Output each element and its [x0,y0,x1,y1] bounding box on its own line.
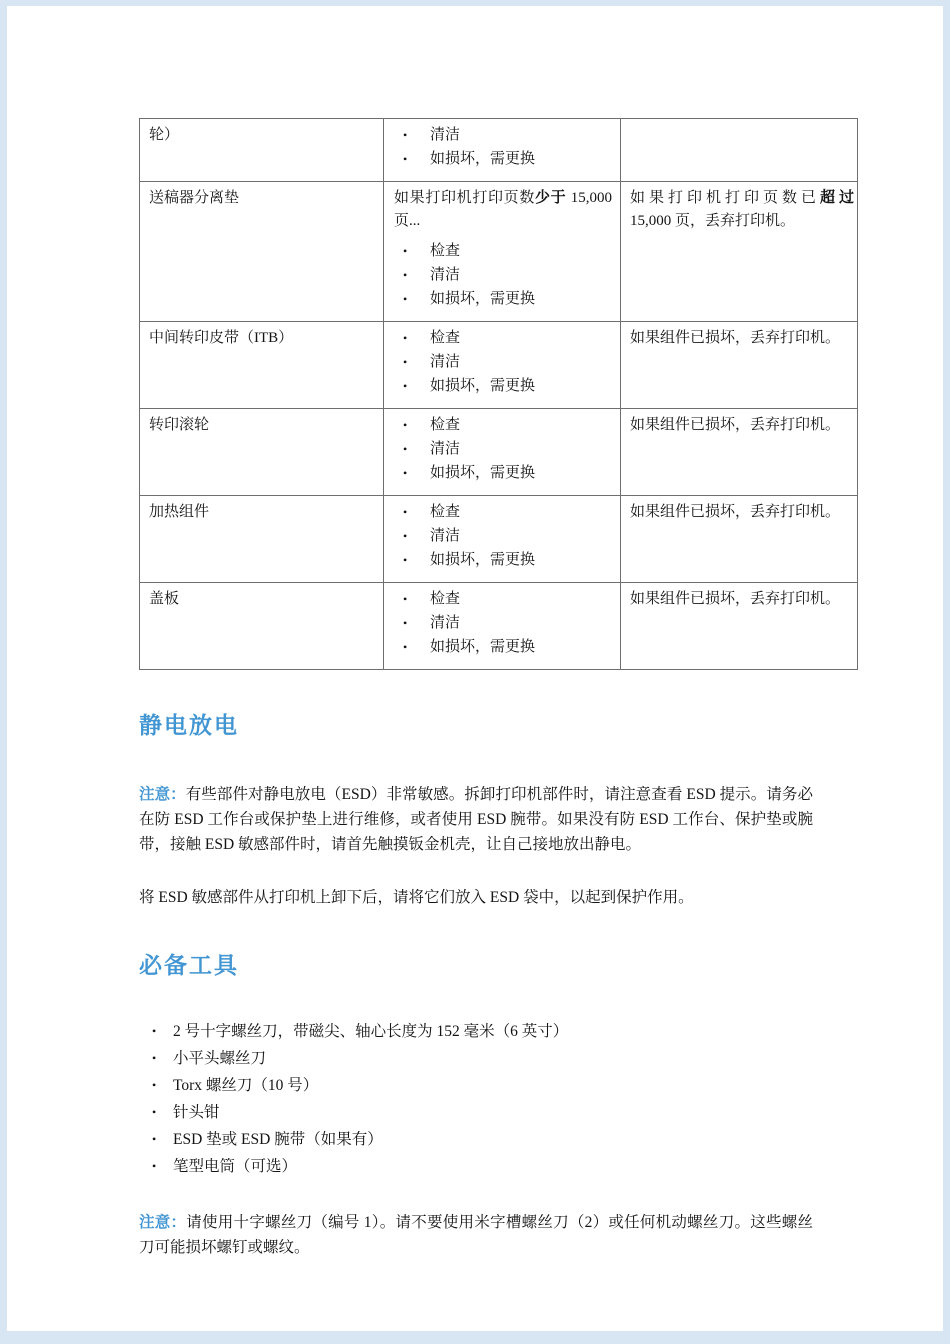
bullet-icon: • [403,466,408,480]
task-label: 清洁 [430,528,461,544]
tool-label: 小平头螺丝刀 [173,1050,267,1067]
bullet-icon: • [152,1159,157,1173]
tool-label: 笔型电筒（可选） [173,1158,298,1175]
note-text: 请使用十字螺丝刀（编号 1）。请不要使用米字槽螺丝刀（2）或任何机动螺丝刀。这些螺丝刀可能损坏螺钉或螺纹。 [139,1214,813,1256]
section-title-esd: 静电放电 [139,712,239,738]
part-cell [140,182,384,322]
esd-paragraph: 将 ESD 敏感部件从打印机上卸下后，请将它们放入 ESD 袋中，以起到保护作用。 [139,889,694,906]
esd-note-paragraph [139,782,813,857]
task-label: 如损坏，需更换 [430,639,536,655]
task-label: 检查 [430,417,461,433]
action-cell [621,119,858,182]
part-name: 轮） [149,127,180,143]
task-item [394,264,618,287]
task-label: 如损坏，需更换 [430,378,536,394]
part-name: 转印滚轮 [149,417,210,433]
task-label: 清洁 [430,441,461,457]
bullet-icon: • [403,553,408,567]
task-label: 如损坏，需更换 [430,151,536,167]
task-item [394,240,618,263]
bullet-icon: • [152,1078,157,1092]
tool-label: 2 号十字螺丝刀，带磁尖、轴心长度为 152 毫米（6 英寸） [173,1023,569,1040]
task-label: 如损坏，需更换 [430,552,536,568]
bullet-icon: • [403,640,408,654]
task-label: 如损坏，需更换 [430,291,536,307]
task-label: 检查 [430,330,461,346]
tool-item [139,1045,813,1072]
action-bold-text: 超过 [819,190,854,206]
task-item [394,148,618,171]
task-item [394,351,618,374]
task-item [394,549,618,572]
table-row [140,409,858,496]
part-cell [140,409,384,496]
task-item [394,288,618,311]
bullet-icon: • [152,1132,157,1146]
action-cell [621,409,858,496]
bullet-icon: • [403,442,408,456]
section-title-tools: 必备工具 [139,952,239,978]
bullet-icon: • [403,529,408,543]
action-cell [621,182,858,322]
action-cell [621,583,858,670]
bullet-icon: • [403,616,408,630]
maintenance-table [139,118,858,670]
bullet-icon: • [403,355,408,369]
tasks-intro [394,187,618,233]
note-label: 注意： [139,1214,187,1231]
part-cell [140,496,384,583]
part-cell [140,583,384,670]
table-row [140,322,858,409]
action-text: 如果打印机打印页数已 [630,190,820,206]
action-text: 15,000 页，丢弃打印机。 [630,213,796,229]
action-text: 如果组件已损坏，丢弃打印机。 [630,504,841,520]
action-cell [621,322,858,409]
action-cell [621,496,858,583]
part-name: 送稿器分离垫 [149,190,240,206]
note-label: 注意： [139,786,186,803]
tool-item [139,1072,813,1099]
task-label: 如损坏，需更换 [430,465,536,481]
tools-note-paragraph [139,1210,813,1260]
bullet-icon: • [403,244,408,258]
table-row [140,583,858,670]
task-label: 清洁 [430,127,461,143]
tool-label: 针头钳 [173,1104,220,1121]
tool-item [139,1126,813,1153]
action-text: 如果组件已损坏，丢弃打印机。 [630,417,841,433]
task-item [394,375,618,398]
tasks-cell [384,182,621,322]
task-item [394,525,618,548]
bullet-icon: • [403,379,408,393]
task-label: 清洁 [430,615,461,631]
task-label: 检查 [430,504,461,520]
part-cell [140,322,384,409]
bullet-icon: • [152,1051,157,1065]
table-row [140,119,858,182]
task-item [394,501,618,524]
note-text: 有些部件对静电放电（ESD）非常敏感。拆卸打印机部件时，请注意查看 ESD 提示。请务必在防 ESD 工作台或保护垫上进行维修，或者使用 ESD 腕带。如果没有防 ESD 工作台、保护垫或腕带，接触 ESD 敏感部件时，请首先触摸钣金机壳，让自己接地放出静电。 [139,786,813,853]
action-text: 如果组件已损坏，丢弃打印机。 [630,330,841,346]
bullet-icon: • [152,1105,157,1119]
task-item [394,462,618,485]
table-row [140,182,858,322]
document-page [7,6,943,1331]
table-row [140,496,858,583]
bullet-icon: • [403,268,408,282]
tool-item [139,1153,813,1180]
task-item [394,124,618,147]
tasks-cell [384,119,621,182]
bullet-icon: • [403,331,408,345]
tools-list [139,1018,813,1180]
task-label: 清洁 [430,267,461,283]
task-item [394,327,618,350]
bullet-icon: • [403,128,408,142]
part-name: 中间转印皮带（ITB） [149,330,294,346]
action-text: 如果组件已损坏，丢弃打印机。 [630,591,841,607]
tasks-cell [384,322,621,409]
part-cell [140,119,384,182]
tool-item [139,1018,813,1045]
bullet-icon: • [152,1024,157,1038]
bullet-icon: • [403,152,408,166]
intro-text: 如果打印机打印页数 [394,190,535,206]
task-label: 检查 [430,591,461,607]
task-label: 清洁 [430,354,461,370]
tasks-cell [384,583,621,670]
task-item [394,636,618,659]
tool-item [139,1099,813,1126]
task-item [394,612,618,635]
bullet-icon: • [403,418,408,432]
tool-label: ESD 垫或 ESD 腕带（如果有） [173,1131,383,1148]
part-name: 盖板 [149,591,180,607]
tool-label: Torx 螺丝刀（10 号） [173,1077,319,1094]
intro-text: 15,000 页... [394,190,612,229]
bullet-icon: • [403,292,408,306]
bullet-icon: • [403,505,408,519]
part-name: 加热组件 [149,504,210,520]
intro-bold-text: 少于 [534,190,567,206]
task-label: 检查 [430,243,461,259]
bullet-icon: • [403,592,408,606]
task-item [394,414,618,437]
tasks-cell [384,409,621,496]
task-item [394,438,618,461]
tasks-cell [384,496,621,583]
task-item [394,588,618,611]
